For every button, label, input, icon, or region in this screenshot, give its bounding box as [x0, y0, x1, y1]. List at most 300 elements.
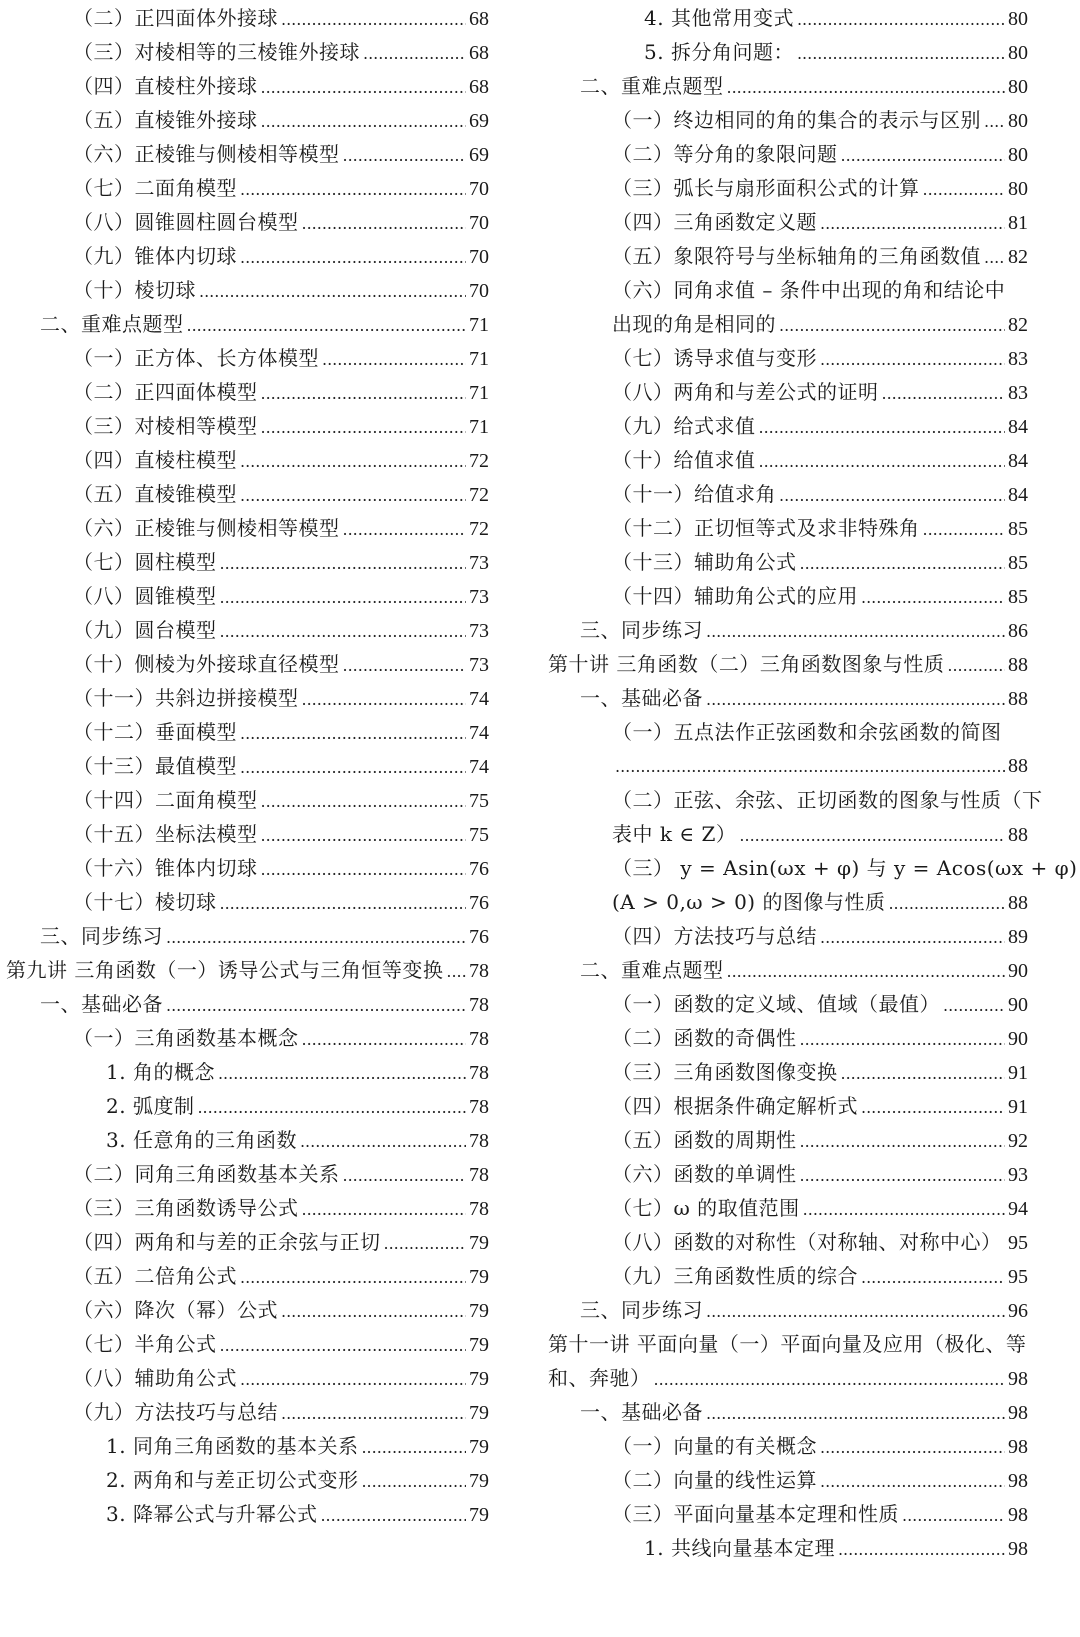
toc-entry[interactable]	[0, 1327, 489, 1361]
toc-entry-title: （三）对棱相等的三棱锥外接球	[73, 40, 360, 64]
toc-page-number: 90	[1008, 994, 1028, 1016]
toc-dot-leader	[727, 71, 1006, 105]
toc-dot-leader	[261, 785, 467, 819]
toc-entry[interactable]	[0, 1361, 489, 1395]
toc-dot-leader	[797, 3, 1005, 37]
toc-page-number: 80	[1008, 8, 1028, 30]
toc-entry[interactable]	[0, 1225, 489, 1259]
toc-entry-title: （七）圆柱模型	[73, 550, 217, 574]
toc-page-number: 79	[469, 1504, 489, 1526]
toc-dot-leader	[923, 173, 1006, 207]
toc-entry[interactable]	[0, 647, 489, 681]
toc-page-number: 79	[469, 1402, 489, 1424]
toc-page-number: 70	[469, 178, 489, 200]
toc-dot-leader	[841, 139, 1006, 173]
toc-entry[interactable]	[0, 171, 489, 205]
toc-dot-leader	[706, 615, 1005, 649]
toc-dot-leader	[727, 955, 1006, 989]
toc-entry-title: 二、重难点题型	[40, 312, 184, 336]
toc-entry[interactable]	[0, 681, 489, 715]
toc-entry[interactable]	[548, 1327, 1028, 1361]
toc-entry[interactable]	[0, 341, 489, 375]
toc-entry-title: （四）三角函数定义题	[612, 210, 817, 234]
toc-dot-leader	[187, 309, 467, 343]
toc-entry[interactable]	[548, 885, 1028, 919]
toc-entry[interactable]	[0, 749, 489, 783]
toc-page-number: 78	[469, 1096, 489, 1118]
toc-entry[interactable]	[548, 715, 1028, 749]
toc-entry-title: （一）函数的定义域、值域（最值）	[612, 992, 940, 1016]
toc-page-number: 88	[1008, 654, 1028, 676]
toc-entry[interactable]	[548, 69, 1028, 103]
toc-dot-leader	[861, 1091, 1005, 1125]
toc-dot-leader	[261, 819, 467, 853]
toc-entry-title: （九）给式求值	[612, 414, 756, 438]
toc-entry[interactable]	[548, 1293, 1028, 1327]
toc-page-number: 79	[469, 1470, 489, 1492]
toc-page-number: 72	[469, 518, 489, 540]
toc-page-number: 76	[469, 892, 489, 914]
toc-entry-title: （四）直棱柱外接球	[73, 74, 258, 98]
toc-dot-leader	[820, 343, 1005, 377]
toc-page-number: 93	[1008, 1164, 1028, 1186]
toc-page-number: 98	[1008, 1402, 1028, 1424]
toc-dot-leader	[759, 445, 1006, 479]
toc-entry[interactable]	[0, 579, 489, 613]
toc-entry[interactable]	[548, 171, 1028, 205]
toc-page-number: 84	[1008, 416, 1028, 438]
toc-entry-title: （五）直棱锥外接球	[73, 108, 258, 132]
toc-page-number: 76	[469, 858, 489, 880]
toc-page-number: 85	[1008, 552, 1028, 574]
toc-entry-title: （八）辅助角公式	[73, 1366, 237, 1390]
toc-dot-leader	[240, 173, 466, 207]
toc-page-number: 78	[469, 1062, 489, 1084]
toc-entry-title: （十一）给值求角	[612, 482, 776, 506]
toc-page-number: 74	[469, 688, 489, 710]
toc-page-number: 98	[1008, 1538, 1028, 1560]
toc-entry[interactable]	[548, 1259, 1028, 1293]
toc-page-number: 86	[1008, 620, 1028, 642]
toc-entry-title: 二、重难点题型	[580, 74, 724, 98]
toc-entry[interactable]	[548, 443, 1028, 477]
toc-entry[interactable]	[548, 1, 1028, 35]
toc-entry[interactable]	[548, 239, 1028, 273]
toc-dot-leader	[1005, 1227, 1006, 1261]
toc-entry-title: 第十一讲 平面向量（一）平面向量及应用（极化、等	[548, 1332, 1027, 1356]
toc-entry[interactable]	[0, 477, 489, 511]
toc-entry-title: （六）同角求值 – 条件中出现的角和结论中	[612, 278, 1006, 302]
toc-dot-leader	[861, 1261, 1005, 1295]
toc-page-number: 80	[1008, 144, 1028, 166]
toc-page-number: 95	[1008, 1266, 1028, 1288]
toc-entry[interactable]	[548, 1123, 1028, 1157]
toc-page-number: 98	[1008, 1436, 1028, 1458]
toc-entry[interactable]	[548, 1089, 1028, 1123]
toc-entry[interactable]	[548, 1157, 1028, 1191]
toc-dot-leader	[706, 1295, 1005, 1329]
toc-entry-title: （四）方法技巧与总结	[612, 924, 817, 948]
toc-entry[interactable]	[548, 749, 1028, 783]
toc-dot-leader	[800, 1159, 1006, 1193]
toc-entry[interactable]	[0, 953, 489, 987]
toc-entry-title: 三、同步练习	[580, 1298, 703, 1322]
toc-page-number: 68	[469, 8, 489, 30]
toc-entry-title: 3. 降幂公式与升幂公式	[106, 1502, 318, 1526]
toc-entry-title: （六）正棱锥与侧棱相等模型	[73, 516, 340, 540]
toc-entry[interactable]	[548, 1497, 1028, 1531]
toc-dot-leader	[166, 921, 466, 955]
toc-entry[interactable]	[548, 511, 1028, 545]
toc-entry-title: （十四）辅助角公式的应用	[612, 584, 858, 608]
toc-page-number: 71	[469, 314, 489, 336]
toc-dot-leader	[923, 513, 1006, 547]
toc-page-number: 73	[469, 620, 489, 642]
toc-entry[interactable]	[548, 919, 1028, 953]
toc-dot-leader	[220, 547, 467, 581]
toc-entry-title: 二、重难点题型	[580, 958, 724, 982]
toc-entry-title: （四）直棱柱模型	[73, 448, 237, 472]
toc-dot-leader	[220, 581, 467, 615]
toc-page-number: 91	[1008, 1096, 1028, 1118]
toc-entry-title: （九）三角函数性质的综合	[612, 1264, 858, 1288]
toc-entry[interactable]	[0, 1089, 489, 1123]
toc-entry[interactable]	[0, 851, 489, 885]
toc-dot-leader	[281, 1295, 466, 1329]
toc-page-number: 96	[1008, 1300, 1028, 1322]
toc-dot-leader	[759, 411, 1006, 445]
toc-page-number: 85	[1008, 586, 1028, 608]
toc-entry-title: 第十讲 三角函数（二）三角函数图象与性质	[548, 652, 945, 676]
toc-page-number: 73	[469, 654, 489, 676]
toc-entry-title: （一）正方体、长方体模型	[73, 346, 319, 370]
toc-dot-leader	[220, 1329, 467, 1363]
toc-dot-leader	[706, 683, 1005, 717]
toc-dot-leader	[300, 1125, 466, 1159]
toc-page-number: 94	[1008, 1198, 1028, 1220]
toc-entry[interactable]	[0, 35, 489, 69]
toc-page-number: 83	[1008, 382, 1028, 404]
toc-dot-leader	[261, 377, 467, 411]
toc-entry-title: （三）三角函数图像变换	[612, 1060, 838, 1084]
toc-dot-leader	[943, 989, 1005, 1023]
toc-dot-leader	[841, 1057, 1006, 1091]
toc-entry-title: 1. 角的概念	[106, 1060, 215, 1084]
toc-dot-leader	[302, 1023, 467, 1057]
toc-entry[interactable]	[548, 1429, 1028, 1463]
toc-page-number: 98	[1008, 1368, 1028, 1390]
toc-dot-leader	[197, 1091, 466, 1125]
toc-entry[interactable]	[548, 613, 1028, 647]
toc-entry-title: （五）二倍角公式	[73, 1264, 237, 1288]
toc-page-number: 78	[469, 1130, 489, 1152]
toc-entry[interactable]	[548, 1463, 1028, 1497]
toc-dot-leader	[706, 1397, 1005, 1431]
toc-entry[interactable]	[548, 1395, 1028, 1429]
toc-page-number: 71	[469, 382, 489, 404]
toc-entry-title: （二）正弦、余弦、正切函数的图象与性质（下	[612, 788, 1043, 812]
toc-dot-leader	[361, 1431, 466, 1465]
toc-entry-title: （一）三角函数基本概念	[73, 1026, 299, 1050]
toc-page-number: 88	[1008, 824, 1028, 846]
toc-entry[interactable]	[548, 1531, 1028, 1565]
toc-entry[interactable]	[0, 511, 489, 545]
toc-entry-title: 1. 同角三角函数的基本关系	[106, 1434, 359, 1458]
toc-page-number: 70	[469, 212, 489, 234]
toc-page-number: 78	[469, 1028, 489, 1050]
toc-entry[interactable]	[0, 1497, 489, 1531]
toc-dot-leader	[240, 1363, 466, 1397]
toc-entry[interactable]	[548, 103, 1028, 137]
toc-entry[interactable]	[0, 69, 489, 103]
toc-dot-leader	[240, 1261, 466, 1295]
toc-entry-title: （十）侧棱为外接球直径模型	[73, 652, 340, 676]
toc-entry-title: （十二）垂面模型	[73, 720, 237, 744]
toc-dot-leader	[984, 241, 1005, 275]
toc-page-number: 83	[1008, 348, 1028, 370]
toc-dot-leader	[820, 1431, 1005, 1465]
toc-entry-title: 2. 弧度制	[106, 1094, 195, 1118]
toc-dot-leader	[240, 241, 466, 275]
toc-page-number: 74	[469, 722, 489, 744]
toc-page-number: 81	[1008, 212, 1028, 234]
toc-entry[interactable]	[0, 885, 489, 919]
toc-dot-leader	[384, 1227, 467, 1261]
toc-entry[interactable]	[0, 273, 489, 307]
toc-page-number: 78	[469, 994, 489, 1016]
toc-entry-title: （四）两角和与差的正余弦与正切	[73, 1230, 381, 1254]
toc-dot-leader	[803, 1193, 1005, 1227]
toc-entry-title: （六）正棱锥与侧棱相等模型	[73, 142, 340, 166]
toc-entry[interactable]	[0, 375, 489, 409]
toc-entry-title: 1. 共线向量基本定理	[644, 1536, 835, 1560]
toc-entry[interactable]	[0, 715, 489, 749]
toc-page-number: 79	[469, 1266, 489, 1288]
toc-dot-leader	[820, 1465, 1005, 1499]
toc-entry-title: （三）平面向量基本定理和性质	[612, 1502, 899, 1526]
toc-dot-leader	[218, 1057, 466, 1091]
toc-dot-leader	[902, 1499, 1005, 1533]
toc-entry-title: （六）降次（幂）公式	[73, 1298, 278, 1322]
toc-dot-leader	[343, 649, 467, 683]
toc-entry-title: 2. 两角和与差正切公式变形	[106, 1468, 359, 1492]
toc-page-number: 80	[1008, 76, 1028, 98]
toc-entry[interactable]	[0, 1293, 489, 1327]
toc-entry[interactable]	[0, 817, 489, 851]
toc-entry[interactable]	[0, 987, 489, 1021]
toc-page-number: 89	[1008, 926, 1028, 948]
toc-entry[interactable]	[0, 307, 489, 341]
toc-entry[interactable]	[548, 817, 1028, 851]
toc-entry[interactable]	[548, 647, 1028, 681]
toc-entry[interactable]	[548, 273, 1028, 307]
toc-page-number: 88	[1008, 755, 1028, 777]
toc-entry[interactable]	[548, 681, 1028, 715]
toc-page-number: 79	[469, 1232, 489, 1254]
toc-entry-title: 三、同步练习	[40, 924, 163, 948]
toc-entry-title: （十一）共斜边拼接模型	[73, 686, 299, 710]
toc-page-number: 79	[469, 1300, 489, 1322]
toc-dot-leader	[343, 513, 467, 547]
toc-entry[interactable]	[0, 1191, 489, 1225]
toc-entry-title: 4. 其他常用变式	[644, 6, 794, 30]
toc-entry[interactable]	[548, 545, 1028, 579]
toc-entry[interactable]	[548, 205, 1028, 239]
toc-dot-leader	[739, 819, 1005, 853]
toc-page-number: 95	[1008, 1232, 1028, 1254]
toc-entry[interactable]	[548, 409, 1028, 443]
toc-dot-leader	[615, 750, 1005, 784]
toc-dot-leader	[882, 377, 1006, 411]
toc-dot-leader	[302, 1193, 467, 1227]
toc-page-number: 92	[1008, 1130, 1028, 1152]
toc-dot-leader	[820, 207, 1005, 241]
toc-entry-title: （二）正四面体模型	[73, 380, 258, 404]
toc-entry-title: （十）给值求值	[612, 448, 756, 472]
toc-entry[interactable]	[548, 953, 1028, 987]
toc-page-number: 72	[469, 450, 489, 472]
toc-entry[interactable]	[548, 1225, 1028, 1259]
toc-page-number: 91	[1008, 1062, 1028, 1084]
toc-entry-title: （八）函数的对称性（对称轴、对称中心）	[612, 1230, 1002, 1254]
toc-entry-title: （三）对棱相等模型	[73, 414, 258, 438]
toc-page-number: 69	[469, 144, 489, 166]
toc-entry[interactable]	[0, 1055, 489, 1089]
toc-entry-title: （三） y = Asin(ωx + φ) 与 y = Acos(ωx + φ)	[612, 856, 1078, 880]
toc-page-number: 82	[1008, 314, 1028, 336]
toc-entry-title: 表中 k ∈ Z）	[612, 822, 737, 846]
toc-entry[interactable]	[0, 783, 489, 817]
toc-page-number: 78	[469, 960, 489, 982]
toc-entry[interactable]	[548, 851, 1078, 885]
toc-entry[interactable]	[0, 545, 489, 579]
toc-entry-title: （七）ω 的取值范围	[612, 1196, 800, 1220]
toc-entry[interactable]	[548, 579, 1028, 613]
toc-entry[interactable]	[0, 1, 489, 35]
toc-dot-leader	[343, 1159, 467, 1193]
toc-dot-leader	[947, 649, 1005, 683]
toc-entry-title: （七）半角公式	[73, 1332, 217, 1356]
toc-page-number: 70	[469, 246, 489, 268]
toc-entry-title: （九）方法技巧与总结	[73, 1400, 278, 1424]
toc-page-number: 75	[469, 790, 489, 812]
toc-entry-title: （六）函数的单调性	[612, 1162, 797, 1186]
toc-dot-leader	[261, 853, 467, 887]
toc-dot-leader	[166, 989, 466, 1023]
toc-entry[interactable]	[0, 1463, 489, 1497]
toc-dot-leader	[779, 479, 1005, 513]
toc-entry[interactable]	[0, 1157, 489, 1191]
toc-entry[interactable]	[0, 443, 489, 477]
toc-dot-leader	[240, 445, 466, 479]
toc-entry-title: 一、基础必备	[580, 1400, 703, 1424]
toc-entry-title: （八）两角和与差公式的证明	[612, 380, 879, 404]
toc-entry-title: 三、同步练习	[580, 618, 703, 642]
toc-dot-leader	[838, 1533, 1005, 1567]
toc-entry[interactable]	[548, 1055, 1028, 1089]
toc-entry[interactable]	[0, 137, 489, 171]
toc-entry-title: （十六）锥体内切球	[73, 856, 258, 880]
toc-entry[interactable]	[0, 1395, 489, 1429]
toc-dot-leader	[361, 1465, 466, 1499]
toc-page-number: 79	[469, 1436, 489, 1458]
toc-entry[interactable]	[0, 409, 489, 443]
toc-entry[interactable]	[548, 35, 1028, 69]
toc-dot-leader	[800, 1023, 1006, 1057]
toc-page-number: 75	[469, 824, 489, 846]
toc-entry-title: （十二）正切恒等式及求非特殊角	[612, 516, 920, 540]
toc-entry[interactable]	[548, 477, 1028, 511]
toc-entry[interactable]	[548, 1191, 1028, 1225]
toc-entry[interactable]	[548, 1361, 1028, 1395]
toc-entry-title: （二）函数的奇偶性	[612, 1026, 797, 1050]
toc-entry-title: 3. 任意角的三角函数	[106, 1128, 297, 1152]
toc-entry[interactable]	[0, 1123, 489, 1157]
toc-entry[interactable]	[0, 239, 489, 273]
toc-entry-title: （八）圆锥圆柱圆台模型	[73, 210, 299, 234]
toc-dot-leader	[320, 1499, 466, 1533]
toc-dot-leader	[779, 309, 1005, 343]
toc-entry[interactable]	[0, 1259, 489, 1293]
toc-dot-leader	[800, 547, 1006, 581]
toc-entry[interactable]	[548, 307, 1028, 341]
toc-entry-title: （八）圆锥模型	[73, 584, 217, 608]
toc-entry-title: （一）终边相同的角的集合的表示与区别	[612, 108, 981, 132]
toc-dot-leader	[861, 581, 1005, 615]
toc-entry-title: （十七）棱切球	[73, 890, 217, 914]
toc-entry[interactable]	[548, 1021, 1028, 1055]
toc-entry[interactable]	[548, 987, 1028, 1021]
toc-page-number: 84	[1008, 450, 1028, 472]
toc-entry[interactable]	[548, 783, 1043, 817]
toc-entry-title: （五）象限符号与坐标轴角的三角函数值	[612, 244, 981, 268]
toc-entry[interactable]	[548, 341, 1028, 375]
toc-page-number: 68	[469, 42, 489, 64]
toc-dot-leader	[322, 343, 466, 377]
toc-entry[interactable]	[0, 205, 489, 239]
toc-entry[interactable]	[0, 103, 489, 137]
toc-entry[interactable]	[0, 919, 489, 953]
toc-entry-title: 第九讲 三角函数（一）诱导公式与三角恒等变换	[6, 958, 444, 982]
toc-entry-title: 和、奔驰）	[548, 1366, 651, 1390]
toc-entry-title: （十三）最值模型	[73, 754, 237, 778]
toc-dot-leader	[199, 275, 466, 309]
toc-entry-title: （二）同角三角函数基本关系	[73, 1162, 340, 1186]
toc-page-number: 80	[1008, 42, 1028, 64]
toc-entry-title: （四）根据条件确定解析式	[612, 1094, 858, 1118]
toc-entry[interactable]	[548, 375, 1028, 409]
toc-dot-leader	[261, 105, 467, 139]
toc-page-number: 68	[469, 76, 489, 98]
toc-page-number: 76	[469, 926, 489, 948]
toc-page-number: 90	[1008, 960, 1028, 982]
toc-page-number: 84	[1008, 484, 1028, 506]
toc-entry-title: （二）等分角的象限问题	[612, 142, 838, 166]
toc-page-number: 69	[469, 110, 489, 132]
toc-entry[interactable]	[0, 613, 489, 647]
toc-entry[interactable]	[0, 1021, 489, 1055]
toc-entry[interactable]	[548, 137, 1028, 171]
toc-entry-title: （三）三角函数诱导公式	[73, 1196, 299, 1220]
toc-dot-leader	[261, 411, 467, 445]
toc-entry-title: （五）函数的周期性	[612, 1128, 797, 1152]
toc-entry[interactable]	[0, 1429, 489, 1463]
toc-dot-leader	[281, 3, 466, 37]
toc-entry-title: 5. 拆分角问题：	[644, 40, 794, 64]
toc-dot-leader	[654, 1363, 1006, 1397]
toc-page-number: 73	[469, 552, 489, 574]
toc-entry-title: （三）弧长与扇形面积公式的计算	[612, 176, 920, 200]
